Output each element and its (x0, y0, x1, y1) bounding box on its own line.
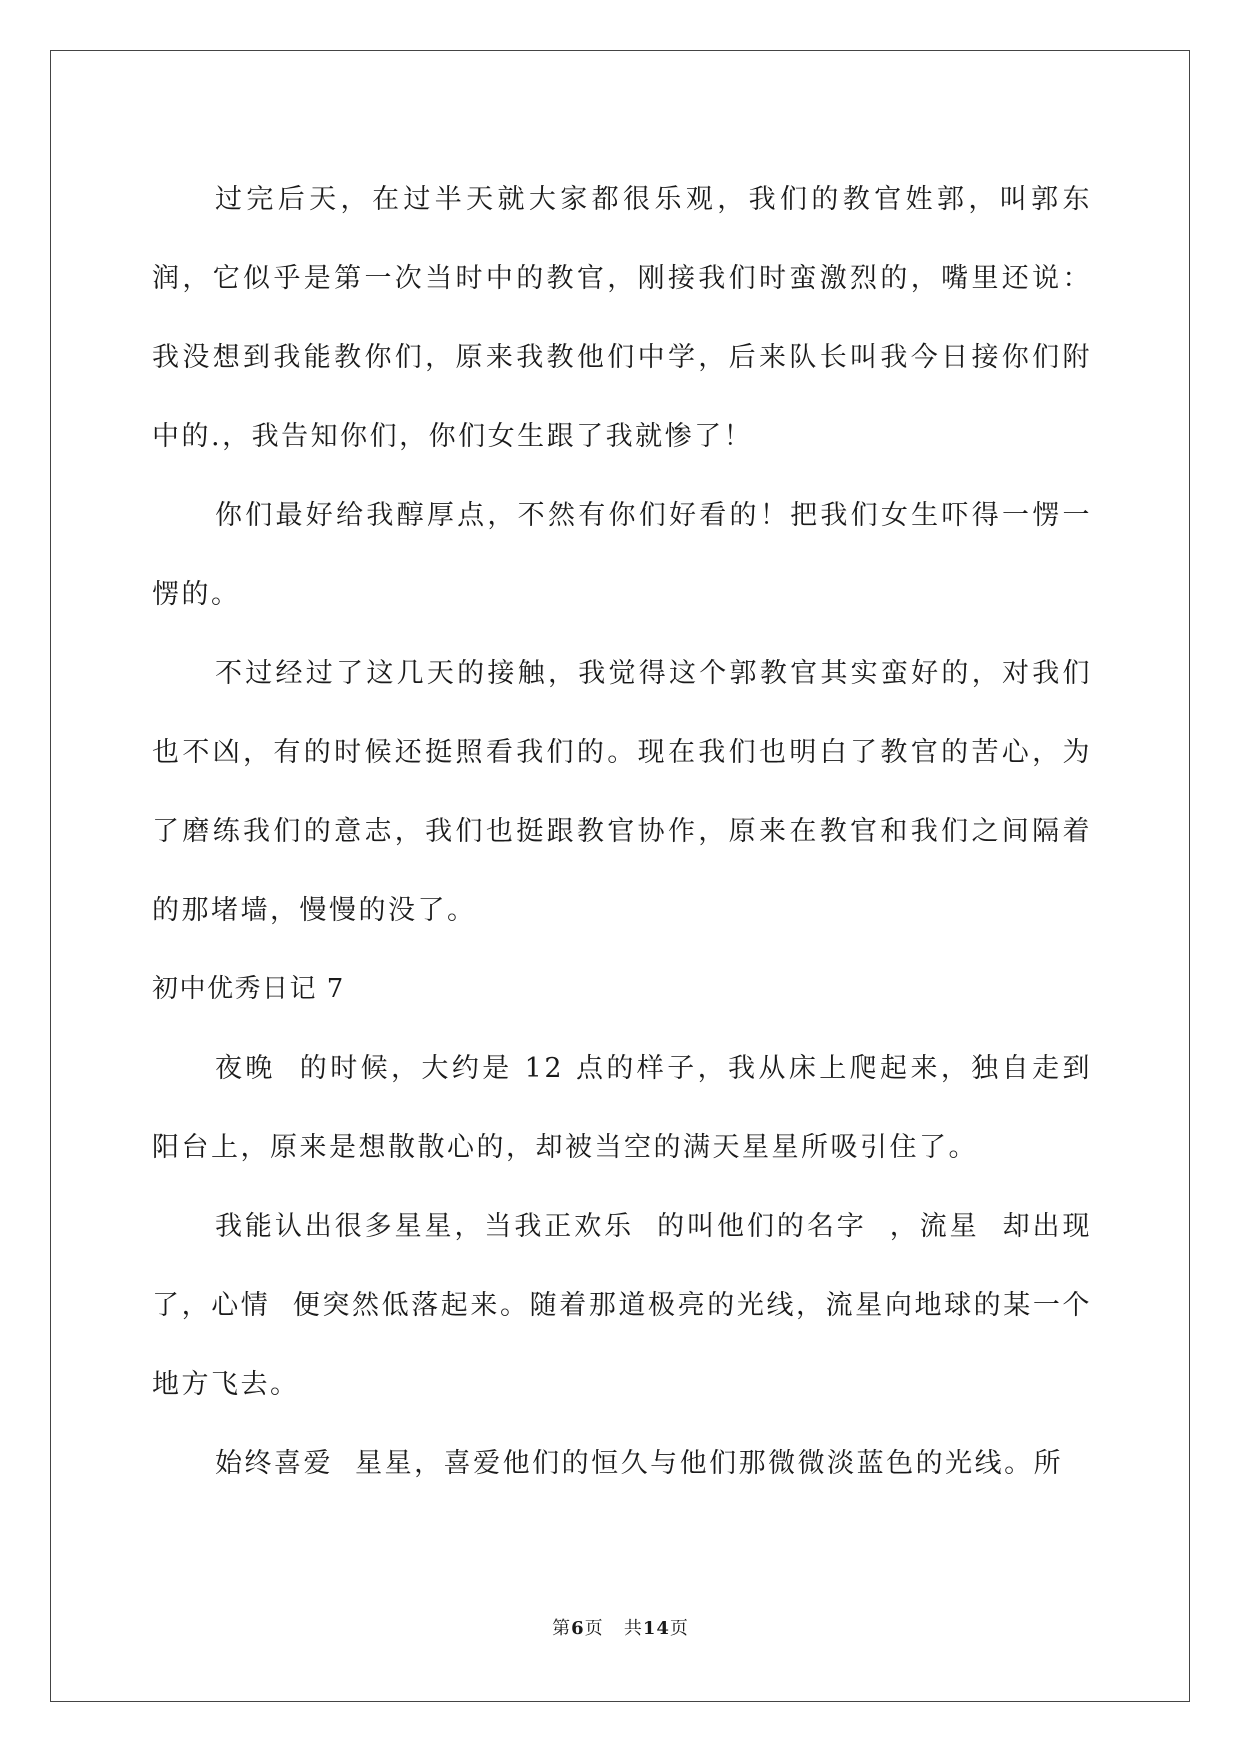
page-number: 6 (571, 1618, 585, 1639)
paragraph-1: 过完后天，在过半天就大家都很乐观，我们的教官姓郭，叫郭东润，它似乎是第一次当时中的教官，刚接我们时蛮激烈的，嘴里还说：我没想到我能教你们，原来我教他们中学，后来队长叫我今日接你们附中的.，我告知你们，你们女生跟了我就惨了！ (152, 184, 1092, 452)
page-footer (0, 1614, 1241, 1640)
section-heading: 初中优秀日记 7 (152, 974, 345, 1004)
paragraph-2: 你们最好给我醇厚点，不然有你们好看的！把我们女生吓得一愣一愣的。 (152, 500, 1092, 610)
paragraph-5: 我能认出很多星星，当我正欢乐 的叫他们的名字 ，流星 却出现了，心情 便突然低落起来。随着那道极亮的光线，流星向地球的某一个地方飞去。 (152, 1211, 1092, 1400)
paragraph-6: 始终喜爱 星星，喜爱他们的恒久与他们那微微淡蓝色的光线。所 (215, 1448, 1064, 1479)
total-pages: 14 (642, 1618, 670, 1639)
total-prefix: 共 (623, 1618, 643, 1639)
page-suffix: 页 (584, 1618, 604, 1639)
page-prefix: 第 (552, 1618, 572, 1639)
paragraph-4: 夜晚 的时候，大约是 12 点的样子，我从床上爬起来，独自走到阳台上，原来是想散散心的，却被当空的满天星星所吸引住了。 (152, 1053, 1092, 1163)
total-suffix: 页 (669, 1618, 689, 1639)
document-body (152, 160, 1092, 1503)
paragraph-3: 不过经过了这几天的接触，我觉得这个郭教官其实蛮好的，对我们也不凶，有的时候还挺照看我们的。现在我们也明白了教官的苦心，为了磨练我们的意志，我们也挺跟教官协作，原来在教官和我们之间隔着的那堵墙，慢慢的没了。 (152, 658, 1092, 926)
